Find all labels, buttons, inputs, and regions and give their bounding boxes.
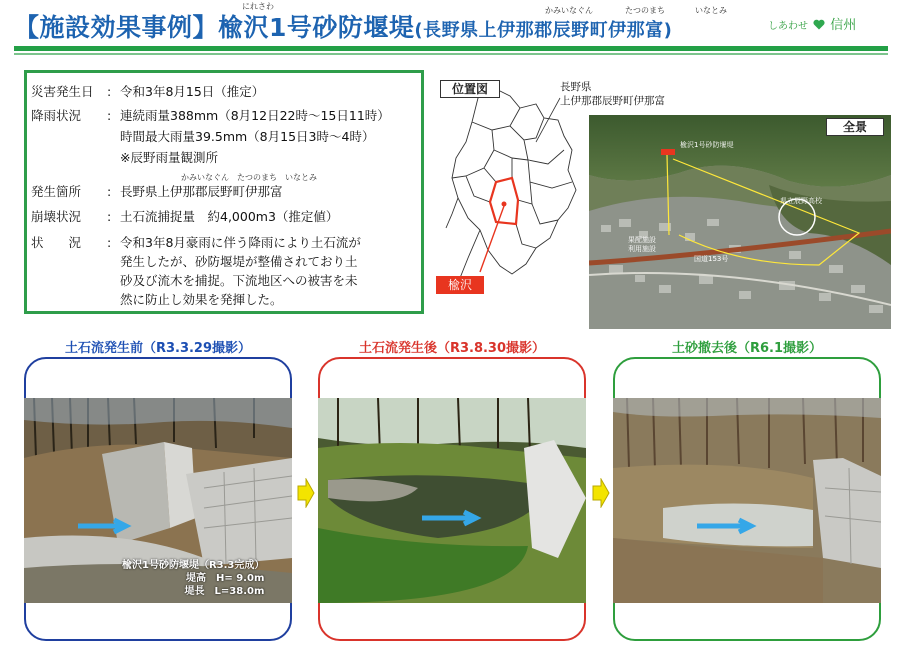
- panel-before-title: 土石流発生前（R3.3.29撮影）: [64, 341, 252, 356]
- info-value-rain-3: ※辰野雨量観測所: [120, 150, 218, 165]
- info-label-status: 状 況: [31, 235, 82, 250]
- aerial-road-label: 国道153号: [694, 255, 729, 263]
- aerial-label: 全景: [826, 118, 884, 136]
- map-pref-line: 長野県: [560, 81, 592, 93]
- brand-logo: [768, 14, 856, 33]
- panel-after-title: 土石流発生後（R3.8.30撮影）: [358, 341, 546, 356]
- info-colon: :: [107, 209, 112, 224]
- panel-cleared-title: 土砂撤去後（R6.1撮影）: [671, 341, 823, 356]
- photo-after: [318, 398, 586, 603]
- dam-caption-name: 楡沢1号砂防堰堤（R3.3完成）: [122, 560, 265, 571]
- info-furigana-kamiina: かみいなぐん: [181, 173, 229, 182]
- page-title: [14, 8, 672, 44]
- info-colon: :: [107, 84, 112, 99]
- info-label-collapse: 崩壊状況: [31, 209, 82, 224]
- header-rule-thin: [14, 53, 888, 55]
- info-label-place: 発生箇所: [31, 184, 82, 199]
- aerial-site-label: 楡沢1号砂防堰堤: [680, 141, 734, 149]
- info-furigana-tatsuno: たつのまち: [237, 173, 277, 182]
- info-value-collapse: 土石流捕捉量 約4,000m3（推定値）: [120, 209, 339, 224]
- info-value-rain-1: 連続雨量388mm（8月12日22時～15日11時）: [120, 108, 390, 123]
- aerial-photo: [589, 115, 891, 329]
- next-arrow-icon: [297, 478, 315, 508]
- dam-caption-length: 堤長 L=38.0m: [184, 586, 265, 597]
- map-location-note: [560, 80, 665, 108]
- info-colon: :: [107, 184, 112, 199]
- header-rule: [14, 46, 888, 51]
- title-furigana-inatomi: いなとみ: [695, 6, 727, 15]
- location-map: [432, 78, 582, 300]
- heart-icon: [813, 19, 825, 30]
- dam-caption-height: 堤高 H= 9.0m: [186, 573, 265, 584]
- page-title-location: (長野県上伊那郡辰野町伊那富): [414, 20, 673, 41]
- title-furigana-kamiina: かみいなぐん: [545, 6, 593, 15]
- info-value-status-3: 砂及び流木を捕捉。下流地区への被害を未: [120, 273, 358, 288]
- map-site-label: 楡沢: [436, 276, 484, 294]
- title-furigana: にれさわ: [242, 2, 274, 11]
- map-title: 位置図: [440, 80, 500, 98]
- title-furigana-tatsuno: たつのまち: [625, 6, 665, 15]
- aerial-facility-line1: 果配施設: [628, 236, 656, 244]
- map-town-line: 上伊那郡辰野町伊那富: [560, 95, 665, 107]
- info-colon: :: [107, 108, 112, 123]
- info-furigana-inatomi: いなとみ: [285, 173, 317, 182]
- info-label-rain: 降雨状況: [31, 108, 82, 123]
- next-arrow-icon: [592, 478, 610, 508]
- info-value-place: 長野県上伊那郡辰野町伊那富: [120, 184, 283, 199]
- info-value-status-4: 然に防止し効果を発揮した。: [120, 292, 283, 307]
- aerial-school-label: 県立辰野高校: [780, 197, 822, 205]
- info-label-date: 災害発生日: [31, 84, 94, 99]
- info-value-status-1: 令和3年8月豪雨に伴う降雨により土石流が: [120, 235, 361, 250]
- info-value-date: 令和3年8月15日（推定）: [120, 84, 265, 99]
- brand-small-text: しあわせ: [768, 21, 808, 32]
- brand-big-text: 信州: [830, 18, 857, 33]
- aerial-facility-label: [628, 236, 656, 254]
- dam-caption: [122, 559, 264, 598]
- aerial-facility-line2: 利用施設: [628, 245, 656, 253]
- info-value-rain-2: 時間最大雨量39.5mm（8月15日3時～4時）: [120, 129, 375, 144]
- info-value-status-2: 発生したが、砂防堰堤が整備されており土: [120, 254, 358, 269]
- photo-cleared: [613, 398, 881, 603]
- page-title-main: 【施設効果事例】楡沢1号砂防堰堤: [14, 13, 415, 42]
- info-colon: :: [107, 235, 112, 250]
